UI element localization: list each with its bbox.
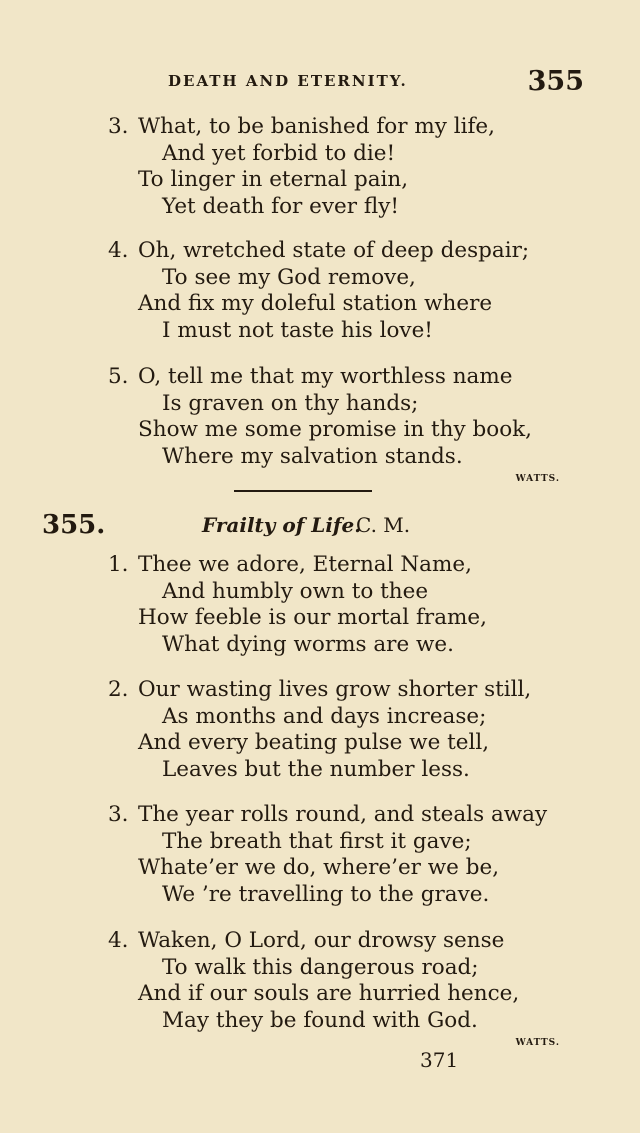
- stanza-1: [108, 552, 487, 658]
- stanza-line: To see my God remove,: [162, 264, 416, 290]
- page-number-top: 355: [527, 66, 584, 97]
- stanza-line: Is graven on thy hands;: [162, 390, 419, 416]
- hymn-meter: C. M.: [356, 513, 411, 537]
- stanza-line: And every beating pulse we tell,: [138, 730, 490, 755]
- stanza-line: How feeble is our mortal frame,: [138, 605, 487, 630]
- stanza-line: Where my salvation stands.: [162, 443, 463, 469]
- stanza-number: 2.: [108, 677, 129, 702]
- stanza-prev-4: [108, 238, 529, 344]
- stanza-line: We ’re travelling to the grave.: [162, 881, 490, 907]
- page-number-bottom: 371: [420, 1048, 459, 1072]
- author-attribution: WATTS.: [515, 1038, 560, 1048]
- stanza-line: I must not taste his love!: [162, 317, 433, 343]
- stanza-line: O, tell me that my worthless name: [138, 364, 513, 389]
- stanza-line: The breath that first it gave;: [162, 828, 472, 854]
- stanza-line: Oh, wretched state of deep despair;: [138, 238, 530, 263]
- author-attribution: WATTS.: [515, 474, 560, 484]
- stanza-number: 5.: [108, 364, 129, 389]
- stanza-line: Show me some promise in thy book,: [138, 417, 533, 442]
- stanza-number: 1.: [108, 552, 129, 577]
- stanza-line: As months and days increase;: [162, 703, 487, 729]
- stanza-line: Our wasting lives grow shorter still,: [138, 677, 532, 702]
- stanza-prev-3: [108, 114, 495, 220]
- running-head: DEATH AND ETERNITY.: [168, 72, 408, 90]
- stanza-line: Waken, O Lord, our drowsy sense: [138, 928, 505, 953]
- stanza-line: May they be found with God.: [162, 1007, 478, 1033]
- hymn-title: Frailty of Life.: [202, 513, 362, 537]
- stanza-line: Whate’er we do, where’er we be,: [138, 855, 500, 880]
- stanza-line: The year rolls round, and steals away: [138, 802, 548, 827]
- hymn-number: 355.: [42, 510, 106, 540]
- stanza-line: And yet forbid to die!: [162, 140, 396, 166]
- stanza-line: And if our souls are hurried hence,: [138, 981, 520, 1006]
- stanza-4: [108, 928, 519, 1034]
- stanza-number: 3.: [108, 802, 129, 827]
- stanza-line: To linger in eternal pain,: [138, 167, 409, 192]
- stanza-line: To walk this dangerous road;: [162, 954, 479, 980]
- stanza-number: 4.: [108, 238, 129, 263]
- stanza-prev-5: [108, 364, 532, 470]
- stanza-number: 3.: [108, 114, 129, 139]
- stanza-line: Leaves but the number less.: [162, 756, 470, 782]
- stanza-3: [108, 802, 547, 908]
- stanza-line: What dying worms are we.: [162, 631, 454, 657]
- divider-rule: [234, 490, 372, 492]
- stanza-line: What, to be banished for my life,: [138, 114, 495, 139]
- stanza-line: And humbly own to thee: [162, 578, 429, 604]
- stanza-2: [108, 677, 531, 783]
- stanza-line: Yet death for ever fly!: [162, 193, 399, 219]
- stanza-number: 4.: [108, 928, 129, 953]
- stanza-line: And fix my doleful station where: [138, 291, 493, 316]
- stanza-line: Thee we adore, Eternal Name,: [138, 552, 472, 577]
